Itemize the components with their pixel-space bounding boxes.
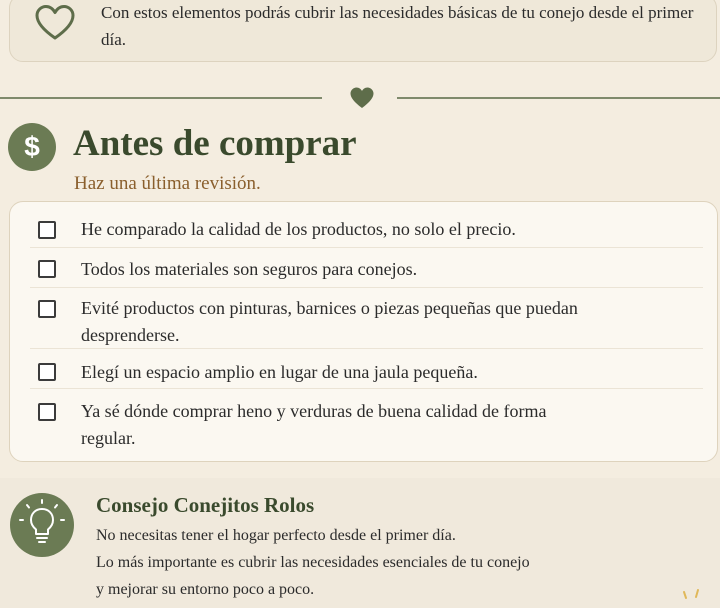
lightbulb-icon — [10, 493, 74, 557]
checklist-item[interactable] — [10, 202, 717, 248]
info-box — [9, 0, 717, 62]
info-text: Con estos elementos podrás cubrir las necesidades básicas de tu conejo desde el primer día. — [101, 3, 694, 49]
checklist-item-text: He comparado la calidad de los productos, no solo el precio. — [81, 219, 516, 239]
section-title: Antes de comprar — [73, 123, 357, 164]
checklist-item-text: Elegí un espacio amplio en lugar de una jaula pequeña. — [81, 362, 478, 382]
checklist-item[interactable] — [10, 389, 717, 459]
checkbox[interactable] — [38, 363, 56, 381]
dollar-icon: $ — [8, 123, 56, 171]
divider-line-right — [397, 97, 720, 99]
sparkle-decoration — [676, 584, 706, 604]
checklist-item[interactable] — [10, 288, 717, 349]
section-subtitle: Haz una última revisión. — [74, 173, 261, 194]
checklist-item[interactable] — [10, 349, 717, 389]
checklist-item-text: Evité productos con pinturas, barnices o piezas pequeñas que puedan desprenderse. — [81, 298, 578, 345]
tip-title: Consejo Conejitos Rolos — [96, 493, 315, 517]
divider-line-left — [0, 97, 322, 99]
tip-text-line: Lo más importante es cubrir las necesidades esenciales de tu conejo — [96, 554, 530, 571]
checkbox[interactable] — [38, 300, 56, 318]
tip-text-line: No necesitas tener el hogar perfecto desde el primer día. — [96, 527, 456, 544]
checkbox[interactable] — [38, 260, 56, 278]
checklist-item-text: Ya sé dónde comprar heno y verduras de buena calidad de forma regular. — [81, 401, 547, 448]
checklist-item-text: Todos los materiales son seguros para conejos. — [81, 259, 418, 279]
tip-section — [0, 478, 720, 608]
heart-outline-icon — [34, 3, 76, 45]
checklist-item[interactable] — [10, 248, 717, 288]
checkbox[interactable] — [38, 403, 56, 421]
tip-text-line: y mejorar su entorno poco a poco. — [96, 581, 315, 598]
heart-icon — [349, 86, 375, 110]
checklist — [9, 201, 718, 462]
checkbox[interactable] — [38, 221, 56, 239]
